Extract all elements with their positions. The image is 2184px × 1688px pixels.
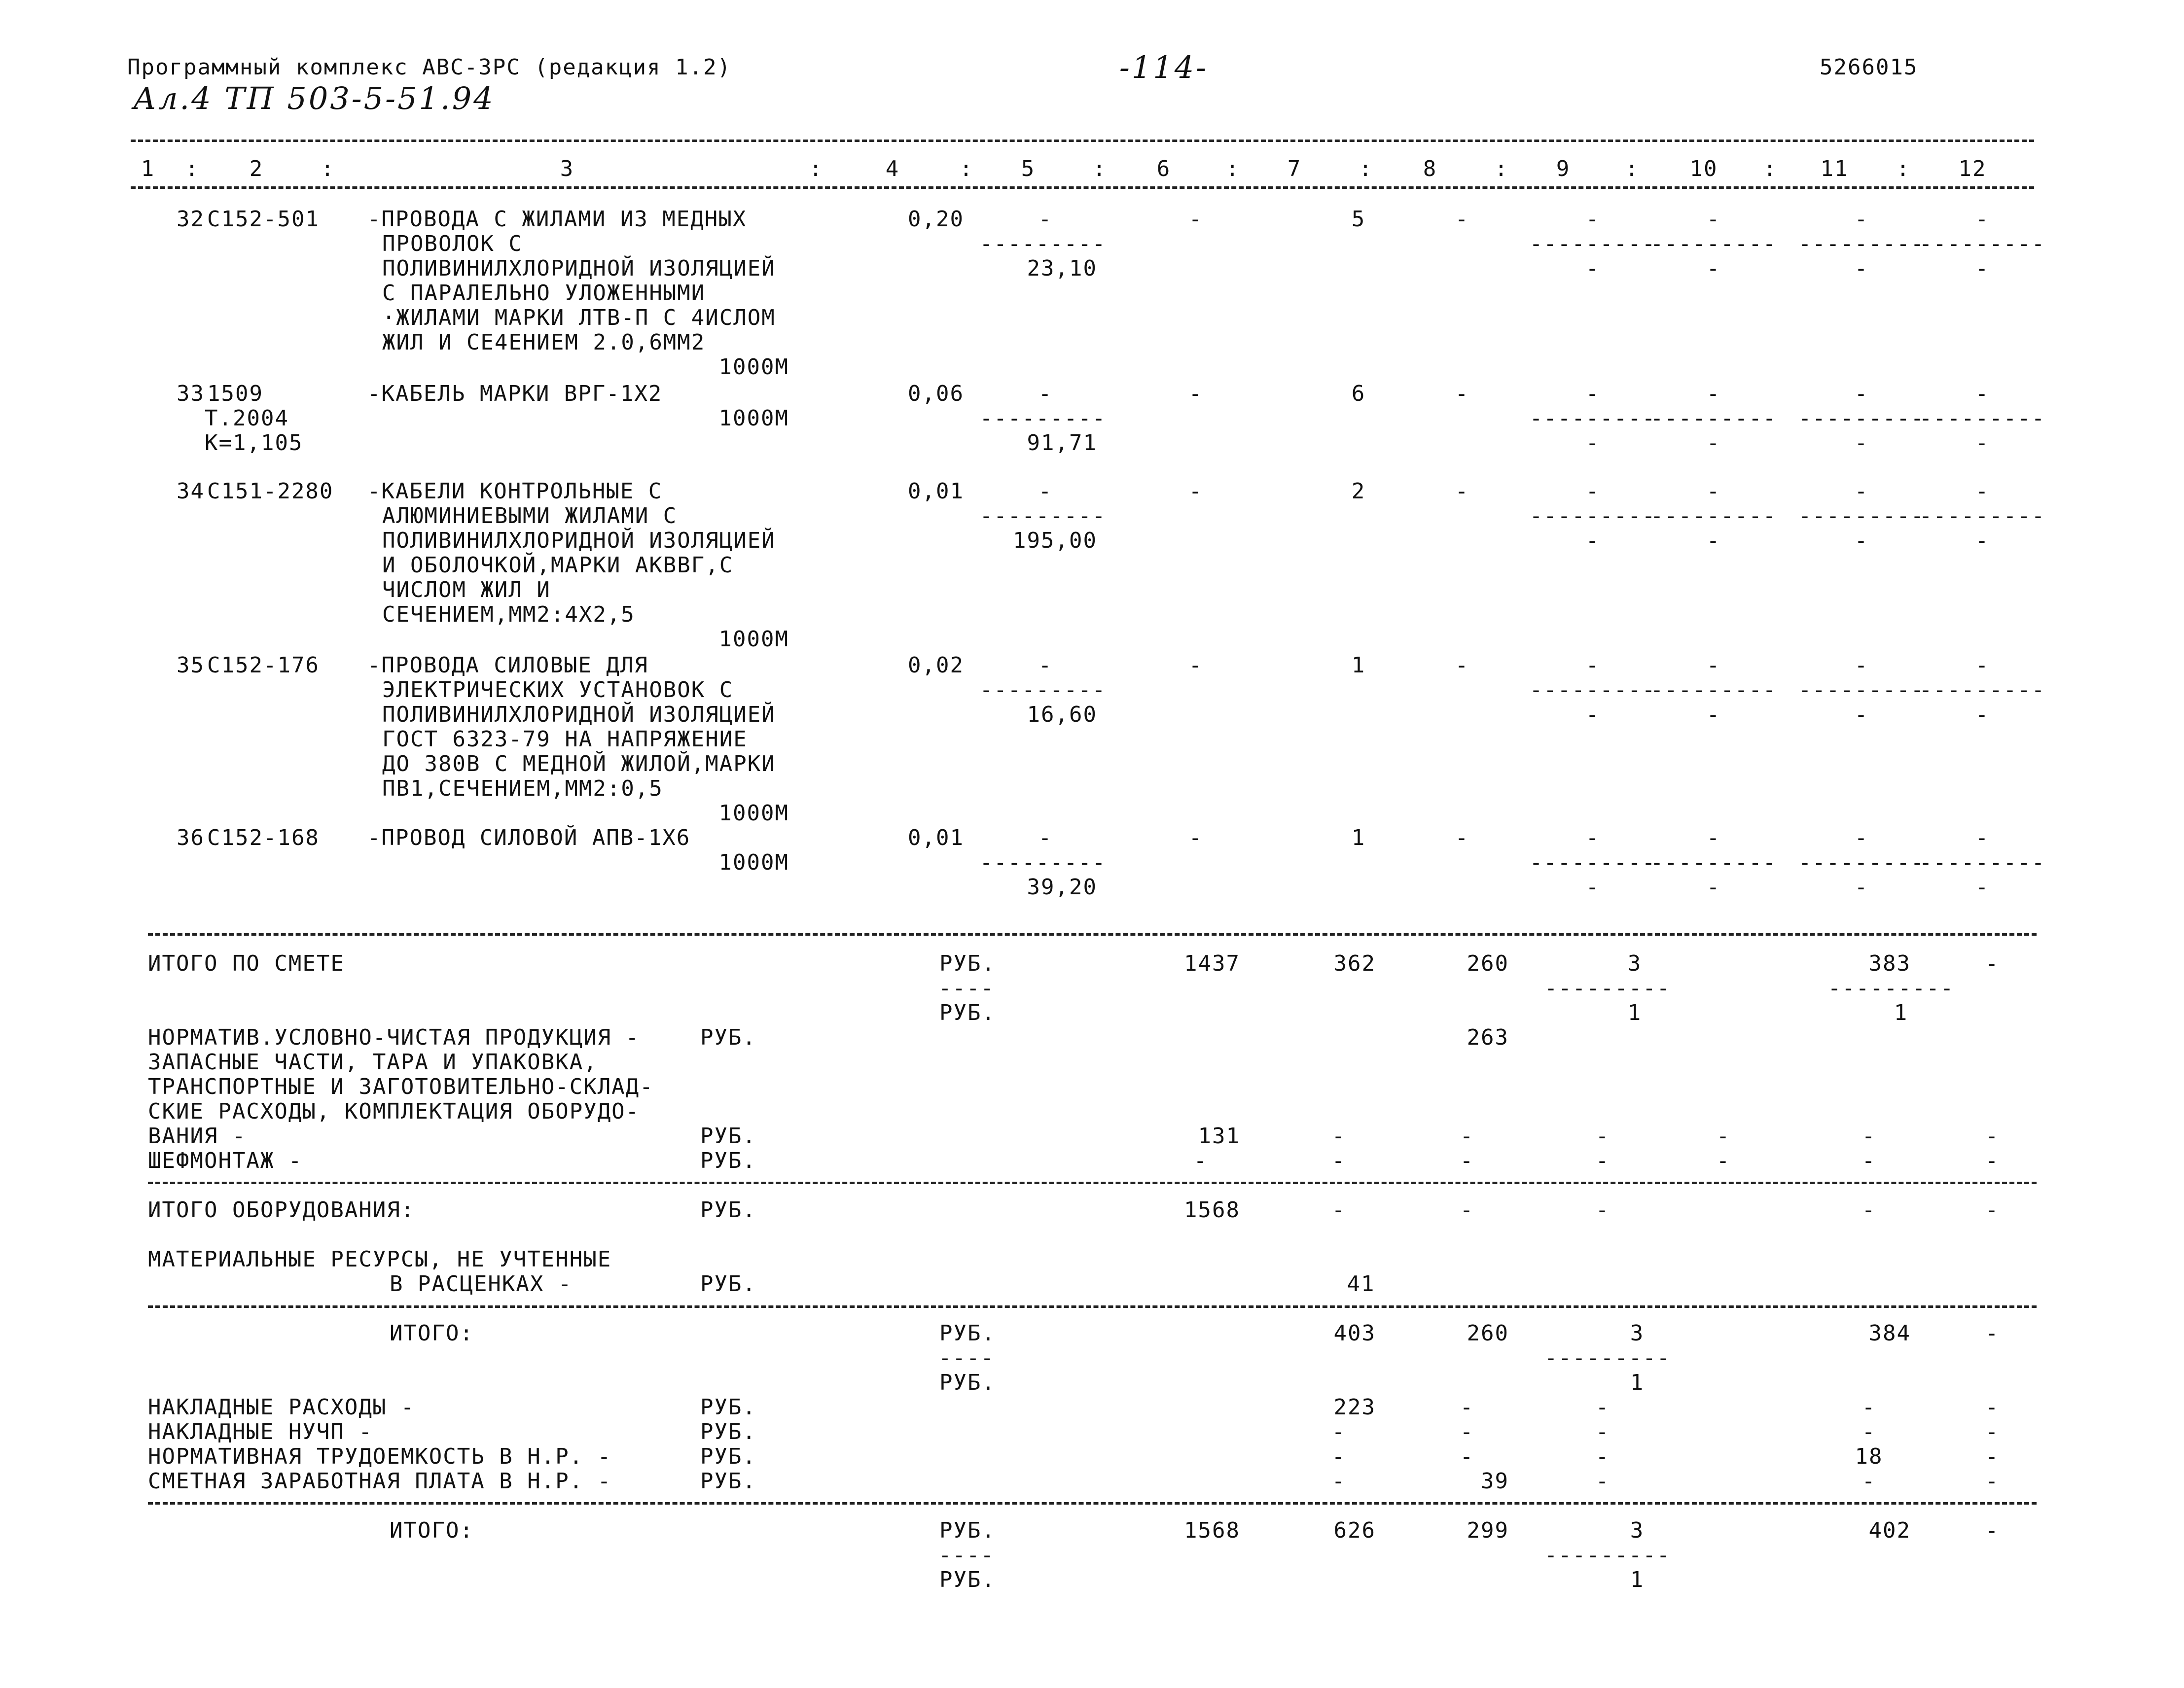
rub-label: РУБ. <box>700 1469 756 1494</box>
cost-column-dash: - <box>1706 653 1721 678</box>
col9-divider: --------- <box>1544 976 1671 1001</box>
column-header-0: 1 <box>141 156 155 181</box>
shefmontazh-dash: - <box>1862 1148 1876 1173</box>
price-dash: - <box>1038 381 1053 406</box>
item-description-line: СЕЧЕНИЕМ,ММ2:4Х2,5 <box>382 602 635 627</box>
rub-label: РУБ. <box>700 1444 756 1469</box>
spare-parts-dash: - <box>1862 1124 1876 1149</box>
rub-underline: ---- <box>938 1345 995 1371</box>
item-code: Т.2004 <box>205 406 289 431</box>
cost-column-divider: --------- <box>1529 231 1656 256</box>
cost-column-dash: - <box>1585 825 1600 850</box>
shefmontazh-dash: - <box>1460 1148 1474 1173</box>
rub-label: РУБ. <box>700 1271 756 1297</box>
handwritten-reference: Ал.4 ТП 503-5-51.94 <box>133 80 495 116</box>
item-description-line: С ПАРАЛЕЛЬНО УЛОЖЕННЫМИ <box>382 281 706 306</box>
itogo-2-col12: - <box>1985 1518 2000 1543</box>
item-price: 91,71 <box>1027 430 1097 456</box>
itogo-2-col9-second: 1 <box>1630 1567 1645 1592</box>
spare-parts-label: СКИЕ РАСХОДЫ, КОМПЛЕКТАЦИЯ ОБОРУДО- <box>148 1099 640 1124</box>
cost-column-dash: - <box>1975 207 1990 232</box>
item-unit: 1000М <box>718 850 789 875</box>
ncp-label: НОРМАТИВ.УСЛОВНО-ЧИСТАЯ ПРОДУКЦИЯ - <box>148 1025 640 1050</box>
cost-column-divider: --------- <box>1798 677 1925 703</box>
price-dash: - <box>1038 207 1053 232</box>
column-header-16: 9 <box>1556 156 1571 181</box>
cost-column-dash: - <box>1975 479 1990 504</box>
cost-column-dash: - <box>1854 256 1869 281</box>
item-description-line: АЛЮМИНИЕВЫМИ ЖИЛАМИ С <box>382 503 678 528</box>
itogo-smeta-col12: - <box>1985 951 2000 976</box>
itogo-smeta-col7: 362 <box>1333 951 1376 976</box>
material-resources-label: МАТЕРИАЛЬНЫЕ РЕСУРСЫ, НЕ УЧТЕННЫЕ <box>148 1247 612 1272</box>
spare-parts-dash: - <box>1460 1124 1474 1149</box>
itogo-smeta-col6: 1437 <box>1184 951 1240 976</box>
rub-label: РУБ. <box>939 1518 996 1543</box>
itogo-2-col9: 3 <box>1630 1518 1645 1543</box>
itogo-1-col9-second: 1 <box>1630 1370 1645 1395</box>
column-6-value: - <box>1188 479 1203 504</box>
cost-column-dash: - <box>1706 825 1721 850</box>
summary-top-rule <box>148 933 2037 936</box>
item-code: С152-501 <box>207 207 320 232</box>
cost-column-dash: - <box>1706 430 1721 456</box>
program-title: Программный комплекс АВС-3РС (редакция 1.2) <box>127 55 732 80</box>
item-code: С152-168 <box>207 825 320 850</box>
column-header-19: : <box>1763 156 1778 181</box>
item-quantity: 0,20 <box>908 207 964 232</box>
column-header-11: : <box>1225 156 1240 181</box>
cost-column-dash: - <box>1975 381 1990 406</box>
wage-label: СМЕТНАЯ ЗАРАБОТНАЯ ПЛАТА В Н.Р. - <box>148 1469 612 1494</box>
column-header-15: : <box>1494 156 1509 181</box>
cost-column-divider: --------- <box>1919 503 2046 528</box>
column-8-value: - <box>1455 653 1469 678</box>
rub-label: РУБ. <box>939 1321 996 1346</box>
column-header-22: 12 <box>1958 156 1987 181</box>
spare-parts-label: ТРАНСПОРТНЫЕ И ЗАГОТОВИТЕЛЬНО-СКЛАД- <box>148 1074 654 1099</box>
column-6-value: - <box>1188 381 1203 406</box>
cost-column-dash: - <box>1975 653 1990 678</box>
column-header-14: 8 <box>1423 156 1437 181</box>
item-code: С151-2280 <box>207 479 334 504</box>
column-header-8: 5 <box>1021 156 1036 181</box>
item-description-line: ПОЛИВИНИЛХЛОРИДНОЙ ИЗОЛЯЦИЕЙ <box>382 256 776 281</box>
rub-label: РУБ. <box>700 1197 756 1223</box>
cost-column-dash: - <box>1975 430 1990 456</box>
cost-column-divider: --------- <box>1650 503 1777 528</box>
cost-column-divider: --------- <box>1529 503 1656 528</box>
itogo-equipment-dash: - <box>1331 1197 1346 1223</box>
column-header-12: 7 <box>1287 156 1302 181</box>
shefmontazh-label: ШЕФМОНТАЖ - <box>148 1148 303 1173</box>
item-description-line: ГОСТ 6323-79 НА НАПРЯЖЕНИЕ <box>382 727 748 752</box>
spare-parts-dash: - <box>1595 1124 1610 1149</box>
column-header-1: : <box>185 156 200 181</box>
cost-column-divider: --------- <box>1650 231 1777 256</box>
cost-column-dash: - <box>1854 528 1869 553</box>
price-divider: --------- <box>979 406 1107 431</box>
overhead-nuchp-dash: - <box>1595 1419 1610 1444</box>
cost-column-dash: - <box>1585 430 1600 456</box>
column-header-18: 10 <box>1689 156 1718 181</box>
wage-dash: - <box>1331 1469 1346 1494</box>
itogo-equipment-dash: - <box>1862 1197 1876 1223</box>
shefmontazh-dash: - <box>1193 1148 1208 1173</box>
column-header-13: : <box>1359 156 1373 181</box>
page-number: -114- <box>1119 49 1209 85</box>
cost-column-divider: --------- <box>1798 850 1925 875</box>
itogo-1-col12: - <box>1985 1321 2000 1346</box>
item-description-line: ЭЛЕКТРИЧЕСКИХ УСТАНОВОК С <box>382 677 734 703</box>
overhead-nuchp-dash: - <box>1862 1419 1876 1444</box>
spare-parts-col6: 131 <box>1198 1124 1240 1149</box>
overhead-nuchp-dash: - <box>1985 1419 2000 1444</box>
rub-label: РУБ. <box>939 951 996 976</box>
cost-column-divider: --------- <box>1919 406 2046 431</box>
column-header-7: : <box>959 156 974 181</box>
labor-intensity-label: НОРМАТИВНАЯ ТРУДОЕМКОСТЬ В Н.Р. - <box>148 1444 612 1469</box>
column-8-value: - <box>1455 207 1469 232</box>
item-code: К=1,105 <box>205 430 303 456</box>
item-description-line: -ПРОВОДА СИЛОВЫЕ ДЛЯ <box>367 653 648 678</box>
item-quantity: 0,02 <box>908 653 964 678</box>
price-dash: - <box>1038 825 1053 850</box>
itogo-smeta-col9-second: 1 <box>1627 1000 1642 1025</box>
itogo-2-col6: 1568 <box>1184 1518 1240 1543</box>
cost-column-dash: - <box>1585 381 1600 406</box>
column-7-value: 1 <box>1351 653 1366 678</box>
cost-column-dash: - <box>1706 256 1721 281</box>
shefmontazh-dash: - <box>1716 1148 1731 1173</box>
overhead-col7: 223 <box>1333 1395 1376 1420</box>
itogo-equipment-dash: - <box>1595 1197 1610 1223</box>
spare-parts-label: ЗАПАСНЫЕ ЧАСТИ, ТАРА И УПАКОВКА, <box>148 1050 598 1075</box>
cost-column-dash: - <box>1585 479 1600 504</box>
item-unit: 1000М <box>718 627 789 652</box>
item-quantity: 0,01 <box>908 825 964 850</box>
itogo-equipment-dash: - <box>1460 1197 1474 1223</box>
itogo-1-col9: 3 <box>1630 1321 1645 1346</box>
rub-label: РУБ. <box>700 1395 756 1420</box>
item-description-line: И ОБОЛОЧКОЙ,МАРКИ АКВВГ,С <box>382 553 734 578</box>
spare-parts-dash: - <box>1985 1124 2000 1149</box>
itogo-smeta-col11: 383 <box>1868 951 1911 976</box>
cost-column-dash: - <box>1854 875 1869 900</box>
overhead-label: НАКЛАДНЫЕ РАСХОДЫ - <box>148 1395 415 1420</box>
itogo-equipment-col6: 1568 <box>1184 1197 1240 1223</box>
item-code: 1509 <box>207 381 263 406</box>
item-description-line: -КАБЕЛЬ МАРКИ ВРГ-1Х2 <box>367 381 663 406</box>
price-divider: --------- <box>979 677 1107 703</box>
cost-column-dash: - <box>1854 381 1869 406</box>
itogo-1-col7: 403 <box>1333 1321 1376 1346</box>
item-code: С152-176 <box>207 653 320 678</box>
col9-divider: --------- <box>1544 1345 1671 1371</box>
item-description-line: ПВ1,СЕЧЕНИЕМ,ММ2:0,5 <box>382 776 663 801</box>
item-description-line: -ПРОВОД СИЛОВОЙ АПВ-1Х6 <box>367 825 691 850</box>
column-8-value: - <box>1455 825 1469 850</box>
itogo-smeta-col11-second: 1 <box>1894 1000 1908 1025</box>
cost-column-dash: - <box>1975 825 1990 850</box>
rub-label: РУБ. <box>939 1370 996 1395</box>
cost-column-divider: --------- <box>1650 406 1777 431</box>
cost-column-divider: --------- <box>1529 850 1656 875</box>
itogo-equipment-label: ИТОГО ОБОРУДОВАНИЯ: <box>148 1197 415 1223</box>
cost-column-divider: --------- <box>1650 677 1777 703</box>
itogo-1-col11: 384 <box>1868 1321 1911 1346</box>
itogo-2-label: ИТОГО: <box>390 1518 474 1543</box>
item-description-line: ПОЛИВИНИЛХЛОРИДНОЙ ИЗОЛЯЦИЕЙ <box>382 702 776 727</box>
cost-column-dash: - <box>1585 207 1600 232</box>
rub-label: РУБ. <box>700 1148 756 1173</box>
shefmontazh-dash: - <box>1985 1148 2000 1173</box>
column-header-5: : <box>809 156 823 181</box>
wage-dash: - <box>1985 1469 2000 1494</box>
cost-column-divider: --------- <box>1919 231 2046 256</box>
cost-column-dash: - <box>1975 702 1990 727</box>
item-price: 195,00 <box>1013 528 1097 553</box>
wage-dash: - <box>1595 1469 1610 1494</box>
cost-column-dash: - <box>1585 528 1600 553</box>
column-header-10: 6 <box>1156 156 1171 181</box>
overhead-dash: - <box>1862 1395 1876 1420</box>
item-price: 23,10 <box>1027 256 1097 281</box>
overhead-dash: - <box>1460 1395 1474 1420</box>
cost-column-dash: - <box>1854 479 1869 504</box>
rub-label: РУБ. <box>700 1419 756 1444</box>
cost-column-dash: - <box>1706 702 1721 727</box>
overhead-nuchp-dash: - <box>1460 1419 1474 1444</box>
price-divider: --------- <box>979 231 1107 256</box>
rub-underline: ---- <box>938 1543 995 1568</box>
column-6-value: - <box>1188 207 1203 232</box>
item-number: 32 <box>177 207 205 232</box>
item-description-line: ПРОВОЛОК С <box>382 231 523 256</box>
column-8-value: - <box>1455 479 1469 504</box>
column-6-value: - <box>1188 825 1203 850</box>
material-resources-col7: 41 <box>1347 1271 1375 1297</box>
cost-column-dash: - <box>1706 479 1721 504</box>
item-unit: 1000М <box>718 354 789 380</box>
itogo-1-label: ИТОГО: <box>390 1321 474 1346</box>
material-resources-label: В РАСЦЕНКАХ - <box>390 1271 573 1297</box>
item-quantity: 0,01 <box>908 479 964 504</box>
cost-column-dash: - <box>1854 825 1869 850</box>
column-header-6: 4 <box>885 156 900 181</box>
cost-column-dash: - <box>1975 528 1990 553</box>
cost-column-dash: - <box>1706 381 1721 406</box>
column-8-value: - <box>1455 381 1469 406</box>
overhead-nuchp-label: НАКЛАДНЫЕ НУЧП - <box>148 1419 373 1444</box>
item-unit: 1000М <box>718 406 789 431</box>
itogo-2-col7: 626 <box>1333 1518 1376 1543</box>
cost-column-dash: - <box>1585 702 1600 727</box>
item-price: 16,60 <box>1027 702 1097 727</box>
shefmontazh-dash: - <box>1595 1148 1610 1173</box>
equipment-rule <box>148 1182 2037 1184</box>
column-6-value: - <box>1188 653 1203 678</box>
column-7-value: 2 <box>1351 479 1366 504</box>
itogo-smeta-col9: 3 <box>1627 951 1642 976</box>
ncp-col8: 263 <box>1467 1025 1509 1050</box>
col9-divider: --------- <box>1544 1543 1671 1568</box>
wage-dash: - <box>1862 1469 1876 1494</box>
cost-column-divider: --------- <box>1650 850 1777 875</box>
column-header-4: 3 <box>560 156 574 181</box>
labor-intensity-dash: - <box>1595 1444 1610 1469</box>
overhead-dash: - <box>1985 1395 2000 1420</box>
cost-column-dash: - <box>1854 653 1869 678</box>
item-unit: 1000М <box>718 801 789 826</box>
cost-column-dash: - <box>1706 875 1721 900</box>
labor-intensity-col11: 18 <box>1855 1444 1883 1469</box>
spare-parts-dash: - <box>1331 1124 1346 1149</box>
shefmontazh-dash: - <box>1331 1148 1346 1173</box>
column-header-9: : <box>1092 156 1107 181</box>
spare-parts-dash: - <box>1716 1124 1731 1149</box>
item-description-line: -ПРОВОДА С ЖИЛАМИ ИЗ МЕДНЫХ <box>367 207 747 232</box>
column-header-20: 11 <box>1820 156 1849 181</box>
header-bottom-rule <box>131 186 2034 189</box>
price-divider: --------- <box>979 850 1107 875</box>
rub-label: РУБ. <box>700 1124 756 1149</box>
cost-column-divider: --------- <box>1919 677 2046 703</box>
item-number: 35 <box>177 653 205 678</box>
rub-underline: ---- <box>938 976 995 1001</box>
spare-parts-label: ВАНИЯ - <box>148 1124 247 1149</box>
labor-intensity-dash: - <box>1460 1444 1474 1469</box>
item-description-line: ПОЛИВИНИЛХЛОРИДНОЙ ИЗОЛЯЦИЕЙ <box>382 528 776 553</box>
cost-column-dash: - <box>1706 207 1721 232</box>
column-header-2: 2 <box>249 156 264 181</box>
total-1-rule <box>148 1305 2037 1308</box>
cost-column-divider: --------- <box>1798 503 1925 528</box>
overhead-dash: - <box>1595 1395 1610 1420</box>
cost-column-dash: - <box>1585 653 1600 678</box>
column-header-3: : <box>321 156 335 181</box>
itogo-smeta-label: ИТОГО ПО СМЕТЕ <box>148 951 345 976</box>
cost-column-dash: - <box>1854 702 1869 727</box>
column-7-value: 5 <box>1351 207 1366 232</box>
rub-label: РУБ. <box>700 1025 756 1050</box>
cost-column-dash: - <box>1854 207 1869 232</box>
cost-column-dash: - <box>1975 256 1990 281</box>
item-number: 33 <box>177 381 205 406</box>
col11-divider: --------- <box>1827 976 1955 1001</box>
column-7-value: 1 <box>1351 825 1366 850</box>
price-dash: - <box>1038 479 1053 504</box>
cost-column-dash: - <box>1706 528 1721 553</box>
wage-col8: 39 <box>1481 1469 1509 1494</box>
item-number: 36 <box>177 825 205 850</box>
cost-column-divider: --------- <box>1529 677 1656 703</box>
item-description-line: ЧИСЛОМ ЖИЛ И <box>382 577 551 602</box>
column-7-value: 6 <box>1351 381 1366 406</box>
item-description-line: -КАБЕЛИ КОНТРОЛЬНЫЕ С <box>367 479 663 504</box>
cost-column-dash: - <box>1585 875 1600 900</box>
cost-column-divider: --------- <box>1529 406 1656 431</box>
column-header-21: : <box>1896 156 1911 181</box>
item-price: 39,20 <box>1027 875 1097 900</box>
price-dash: - <box>1038 653 1053 678</box>
total-2-rule <box>148 1502 2037 1505</box>
cost-column-divider: --------- <box>1798 231 1925 256</box>
item-description-line: ЖИЛ И СЕ4ЕНИЕМ 2.0,6ММ2 <box>382 330 706 355</box>
itogo-equipment-dash: - <box>1985 1197 2000 1223</box>
itogo-smeta-col8: 260 <box>1467 951 1509 976</box>
item-quantity: 0,06 <box>908 381 964 406</box>
itogo-2-col11: 402 <box>1868 1518 1911 1543</box>
document-code: 5266015 <box>1820 55 1918 80</box>
item-description-line: ·ЖИЛАМИ МАРКИ ЛТВ-П С 4ИСЛОМ <box>382 305 776 330</box>
item-number: 34 <box>177 479 205 504</box>
rub-label: РУБ. <box>939 1567 996 1592</box>
rub-label: РУБ. <box>939 1000 996 1025</box>
itogo-2-col8: 299 <box>1467 1518 1509 1543</box>
cost-column-divider: --------- <box>1798 406 1925 431</box>
cost-column-dash: - <box>1585 256 1600 281</box>
itogo-1-col8: 260 <box>1467 1321 1509 1346</box>
overhead-nuchp-dash: - <box>1331 1419 1346 1444</box>
cost-column-divider: --------- <box>1919 850 2046 875</box>
cost-column-dash: - <box>1854 430 1869 456</box>
header-top-rule <box>131 140 2034 142</box>
column-header-17: : <box>1625 156 1640 181</box>
item-description-line: ДО 380В С МЕДНОЙ ЖИЛОЙ,МАРКИ <box>382 751 776 776</box>
labor-intensity-dash: - <box>1985 1444 2000 1469</box>
cost-column-dash: - <box>1975 875 1990 900</box>
labor-intensity-dash: - <box>1331 1444 1346 1469</box>
price-divider: --------- <box>979 503 1107 528</box>
